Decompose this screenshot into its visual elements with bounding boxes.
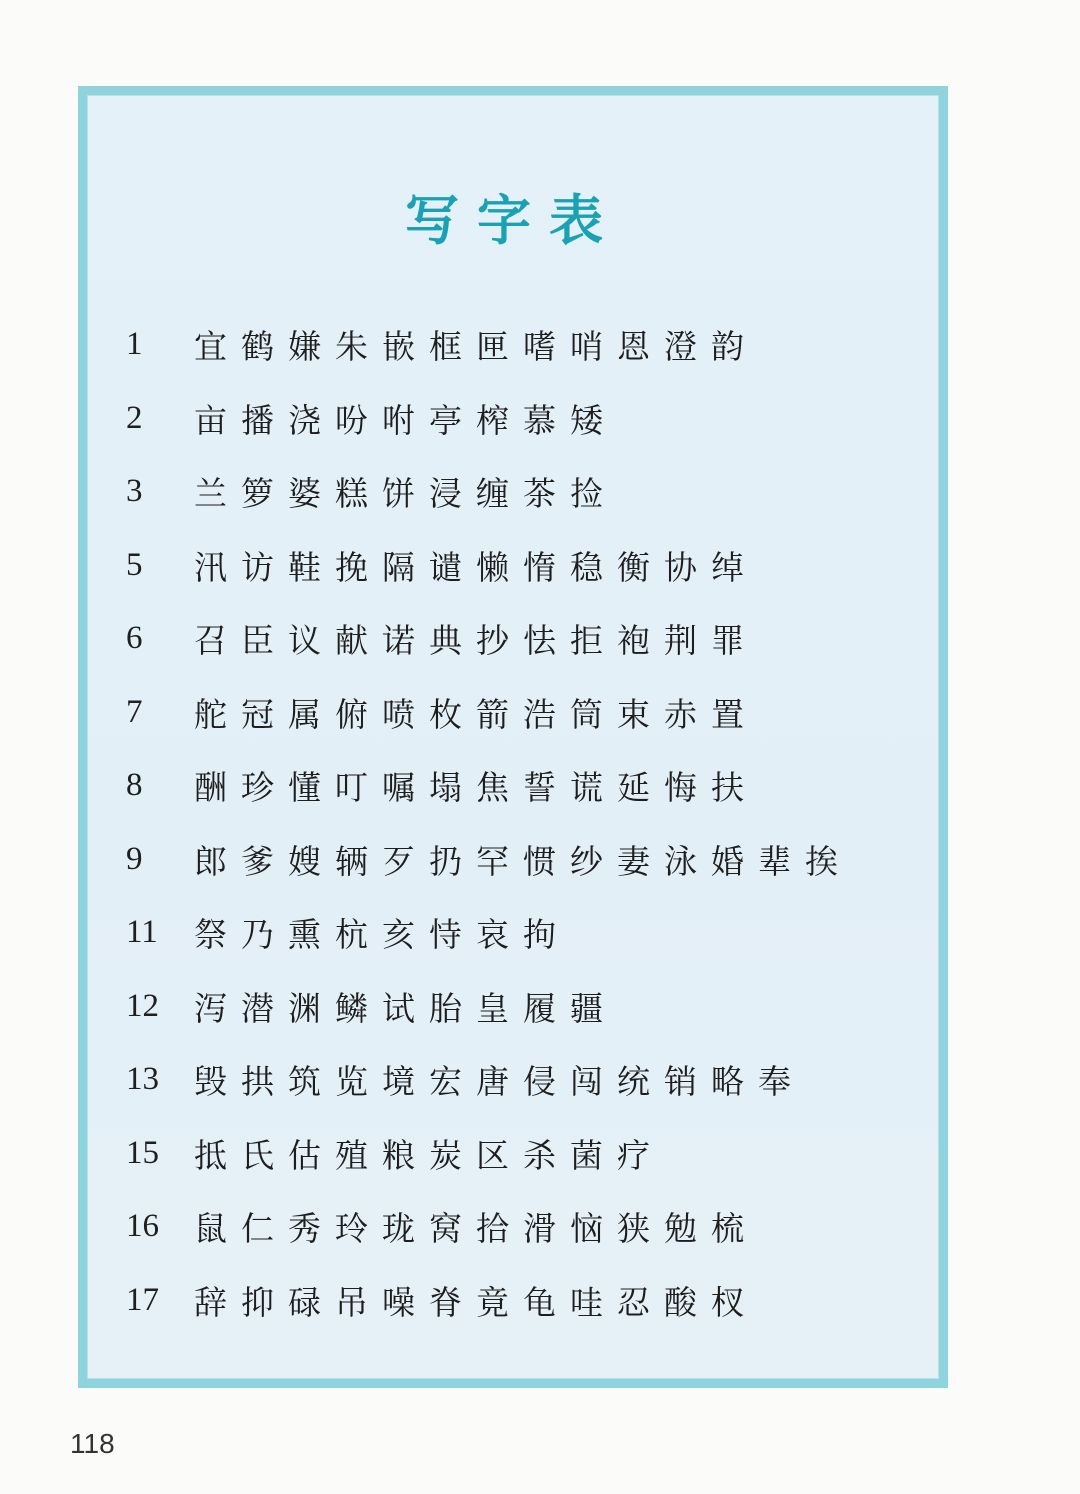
lesson-number: 7 <box>126 693 143 730</box>
lesson-number: 9 <box>126 840 143 877</box>
character-list: 宜鹤嫌朱嵌框匣嗜哨恩澄韵 <box>194 327 758 367</box>
table-row <box>118 896 852 970</box>
lesson-number: 5 <box>126 546 143 583</box>
table-row <box>118 823 852 897</box>
table-row <box>118 1117 852 1191</box>
table-row <box>118 308 852 382</box>
table-row <box>118 382 852 456</box>
page-frame <box>78 86 948 1388</box>
page-number: 118 <box>70 1428 115 1459</box>
page-title: 写字表 <box>405 188 621 252</box>
lesson-number: 8 <box>126 767 143 804</box>
lesson-number: 6 <box>126 620 143 657</box>
table-row <box>118 749 852 823</box>
lesson-number: 15 <box>126 1134 159 1171</box>
table-row <box>118 455 852 529</box>
character-list: 召臣议献诺典抄怯拒袍荆罪 <box>194 621 758 661</box>
lesson-number: 12 <box>126 987 159 1024</box>
table-row <box>118 1190 852 1264</box>
character-list: 抵氏估殖粮炭区杀菌疗 <box>194 1135 664 1175</box>
character-list: 泻潜渊鳞试胎皇履疆 <box>194 988 617 1028</box>
lesson-number: 1 <box>126 326 143 363</box>
table-row <box>118 1264 852 1338</box>
character-list: 鼠仁秀玲珑窝拾滑恼狭勉梳 <box>194 1209 758 1249</box>
character-list: 舵冠属俯喷枚箭浩筒束赤置 <box>194 694 758 734</box>
content-panel <box>87 95 939 1379</box>
table-row <box>118 676 852 750</box>
table-row <box>118 1043 852 1117</box>
table-row <box>118 529 852 603</box>
table-row <box>118 602 852 676</box>
character-list: 汛访鞋挽隔谴懒惰稳衡协绰 <box>194 547 758 587</box>
character-list: 兰箩婆糕饼浸缠茶捡 <box>194 474 617 514</box>
lesson-number: 13 <box>126 1061 159 1098</box>
lesson-number: 2 <box>126 399 143 436</box>
table-row <box>118 970 852 1044</box>
lesson-number: 3 <box>126 473 143 510</box>
lesson-number: 17 <box>126 1281 159 1318</box>
character-list: 亩播浇吩咐亭榨慕矮 <box>194 400 617 440</box>
character-list: 辞抑碌吊噪脊竟龟哇忍酸杈 <box>194 1282 758 1322</box>
character-list: 酬珍懂叮嘱塌焦誓谎延悔扶 <box>194 768 758 808</box>
lesson-number: 11 <box>126 914 158 951</box>
character-list: 祭乃熏杭亥恃哀拘 <box>194 915 570 955</box>
lesson-number: 16 <box>126 1208 159 1245</box>
character-table <box>118 308 852 1337</box>
character-list: 郎爹嫂辆歹扔罕惯纱妻泳婚辈挨 <box>194 841 852 881</box>
character-list: 毁拱筑览境宏唐侵闯统销略奉 <box>194 1062 805 1102</box>
